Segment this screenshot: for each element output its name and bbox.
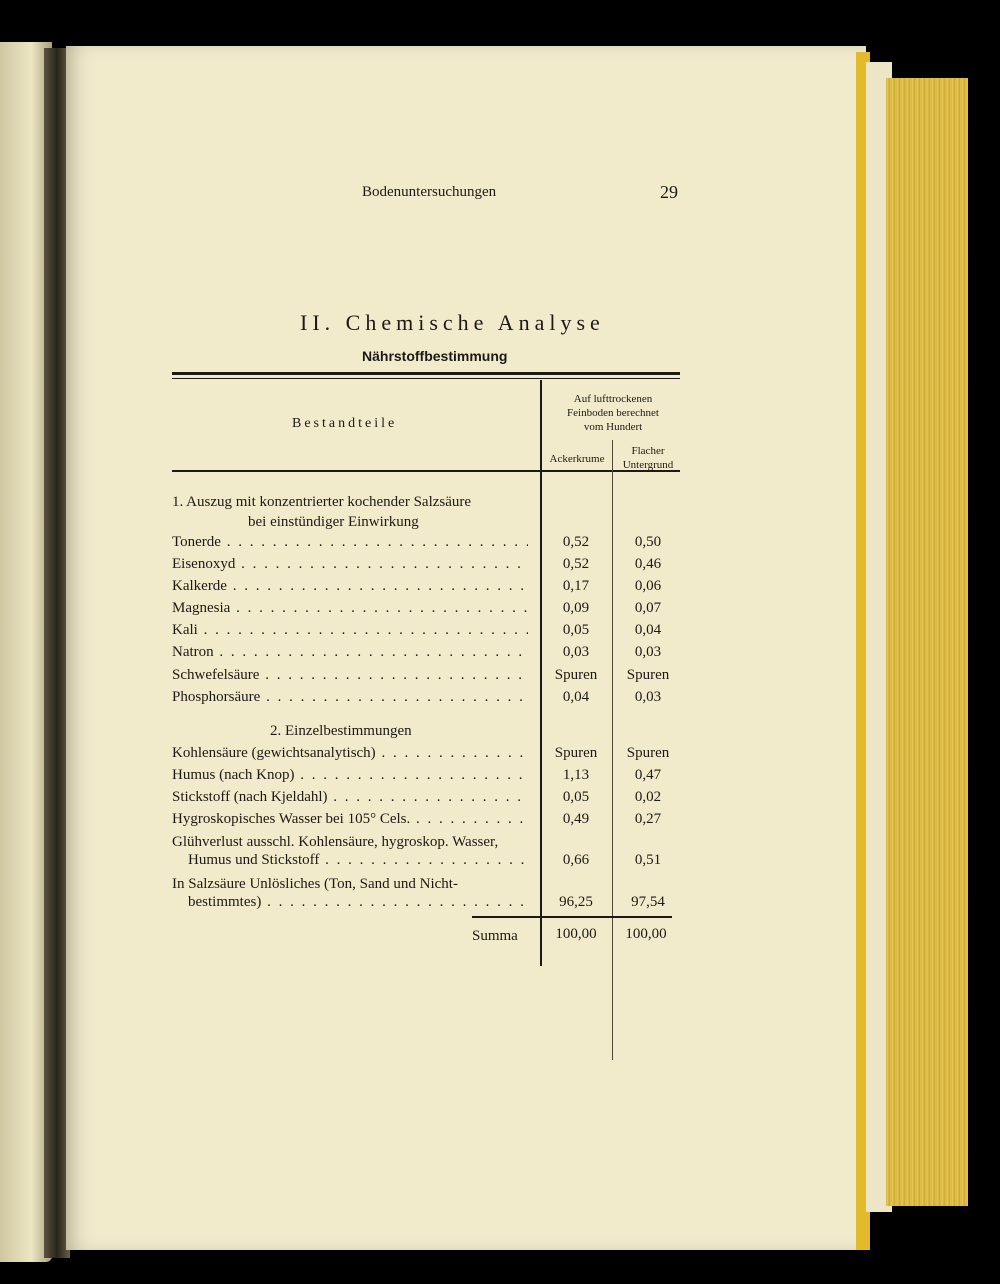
row-label: Eisenoxyd . . . [172, 556, 528, 573]
value-untergrund: 0,03 [634, 689, 662, 705]
row-label: Magnesia . . . [172, 600, 528, 617]
row-label: Phosphorsäure . . . [172, 689, 528, 706]
value-untergrund: 0,07 [634, 600, 662, 616]
value-ackerkrume: 0,52 [562, 556, 590, 572]
table-row [172, 689, 682, 711]
value-ackerkrume: 0,05 [562, 789, 590, 805]
table-row [172, 811, 682, 833]
table-row [172, 767, 682, 789]
row-label: Tonerde . . . [172, 534, 528, 551]
value-ackerkrume: 0,04 [562, 689, 590, 705]
row-label: Humus und Stickstoff . . . [188, 852, 528, 869]
value-untergrund: 0,51 [634, 852, 662, 868]
table-row [172, 852, 682, 874]
page-number: 29 [660, 182, 678, 202]
value-ackerkrume: 0,49 [562, 811, 590, 827]
value-untergrund: Spuren [626, 667, 670, 683]
section-2-heading: 2. Einzelbestimmungen [270, 723, 412, 739]
table-row [172, 644, 682, 666]
row-label: Kali . . . [172, 622, 528, 639]
value-ackerkrume: Spuren [554, 745, 598, 761]
table-row [172, 667, 682, 689]
summa-label: Summa [472, 928, 518, 944]
value-untergrund: 0,47 [634, 767, 662, 783]
value-untergrund: 0,03 [634, 644, 662, 660]
row-label: bestimmtes) . . . [188, 894, 528, 911]
value-ackerkrume: 0,03 [562, 644, 590, 660]
table-row [172, 789, 682, 811]
group-header-line-3: vom Hundert [583, 421, 643, 433]
row-label: Humus (nach Knop) . . . [172, 767, 528, 784]
value-ackerkrume: Spuren [554, 667, 598, 683]
running-head: Bodenuntersuchungen [362, 184, 497, 200]
section-1-heading-cont: bei einstündiger Einwirkung [248, 514, 419, 530]
untergrund-line-1: Flacher [631, 445, 665, 457]
summa-untergrund: 100,00 [625, 926, 667, 942]
row-label: Natron . . . [172, 644, 528, 661]
row-label: Hygroskopisches Wasser bei 105° Cels. . . . [172, 811, 528, 828]
group-header-line-1: Auf lufttrockenen [573, 393, 653, 405]
column-header-ackerkrume: Ackerkrume [549, 453, 605, 465]
value-untergrund: 0,06 [634, 578, 662, 594]
value-ackerkrume: 0,09 [562, 600, 590, 616]
table-subtitle: Nährstoffbestimmung [362, 348, 508, 364]
column-group-header [544, 392, 682, 434]
value-ackerkrume: 0,05 [562, 622, 590, 638]
table-row [172, 622, 682, 644]
table-row [172, 600, 682, 622]
value-untergrund: Spuren [626, 745, 670, 761]
value-untergrund: 97,54 [631, 894, 665, 910]
table-row [172, 578, 682, 600]
row-label: Stickstoff (nach Kjeldahl) . . . [172, 789, 528, 806]
value-ackerkrume: 0,52 [562, 534, 590, 550]
row-label: Kohlensäure (gewichtsanalytisch) . . . [172, 745, 528, 762]
value-ackerkrume: 96,25 [559, 894, 593, 910]
section-title: II. Chemische Analyse [300, 310, 605, 335]
table-row [172, 745, 682, 767]
page-block-edge [886, 78, 968, 1206]
value-untergrund: 0,46 [634, 556, 662, 572]
gluehverlust-label-1: Glühverlust ausschl. Kohlensäure, hygroskop. Wasser, [172, 834, 499, 850]
summa-ackerkrume: 100,00 [555, 926, 597, 942]
value-ackerkrume: 0,66 [562, 852, 590, 868]
value-untergrund: 0,02 [634, 789, 662, 805]
value-untergrund: 0,04 [634, 622, 662, 638]
value-ackerkrume: 0,17 [562, 578, 590, 594]
section-1-heading: 1. Auszug mit konzentrierter kochender Salzsäure [172, 494, 472, 510]
table-top-rule [172, 372, 680, 375]
table-row [172, 894, 682, 916]
column-header-untergrund [614, 444, 682, 472]
table-header-rule [172, 470, 680, 472]
value-ackerkrume: 1,13 [562, 767, 590, 783]
group-header-line-2: Feinboden berechnet [567, 407, 659, 419]
untergrund-line-2: Untergrund [622, 459, 674, 471]
table-row [172, 534, 682, 556]
table-row [172, 556, 682, 578]
value-untergrund: 0,27 [634, 811, 662, 827]
column-header-bestandteile: Bestandteile [292, 416, 398, 431]
row-label: Schwefelsäure . . . [172, 667, 528, 684]
unloesliches-label-1: In Salzsäure Unlösliches (Ton, Sand und Nicht- [172, 876, 458, 892]
row-label: Kalkerde . . . [172, 578, 528, 595]
table-top-rule-thin [172, 378, 680, 379]
sum-rule [472, 916, 672, 918]
value-untergrund: 0,50 [634, 534, 662, 550]
